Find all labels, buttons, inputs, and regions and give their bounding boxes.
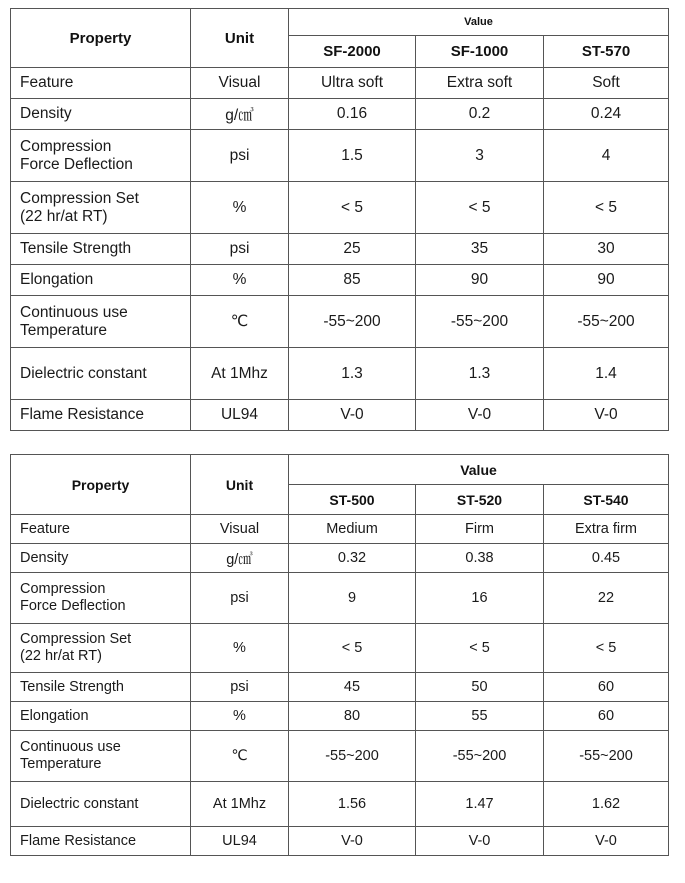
- table-row: [11, 573, 669, 624]
- value-cell: 25: [289, 234, 416, 265]
- property-name: Dielectric constant: [11, 348, 191, 400]
- unit-cell: psi: [191, 573, 289, 624]
- property-name: Dielectric constant: [11, 782, 191, 827]
- value-cell: 30: [544, 234, 669, 265]
- value-cell: 85: [289, 265, 416, 296]
- table-row: [11, 673, 669, 702]
- table-row: [11, 515, 669, 544]
- value-cell: 1.47: [416, 782, 544, 827]
- unit-cell: At 1Mhz: [191, 782, 289, 827]
- value-cell: -55~200: [544, 731, 669, 782]
- value-cell: 0.32: [289, 544, 416, 573]
- value-cell: -55~200: [289, 731, 416, 782]
- property-name: Feature: [11, 515, 191, 544]
- property-header: Property: [11, 455, 191, 515]
- value-cell: 0.45: [544, 544, 669, 573]
- value-cell: 35: [416, 234, 544, 265]
- property-name: Density: [11, 99, 191, 130]
- value-cell: 1.5: [289, 130, 416, 182]
- value-cell: 0.38: [416, 544, 544, 573]
- value-cell: 1.62: [544, 782, 669, 827]
- unit-cell: psi: [191, 673, 289, 702]
- unit-cell: ℃: [191, 731, 289, 782]
- table-row: [11, 234, 669, 265]
- property-name: Tensile Strength: [11, 673, 191, 702]
- value-cell: 1.3: [289, 348, 416, 400]
- value-cell: 50: [416, 673, 544, 702]
- unit-cell: At 1Mhz: [191, 348, 289, 400]
- table-row: [11, 296, 669, 348]
- table-row: [11, 702, 669, 731]
- property-name: Continuous use Temperature: [11, 296, 191, 348]
- value-cell: V-0: [416, 400, 544, 431]
- table-row: [11, 99, 669, 130]
- value-cell: < 5: [289, 624, 416, 673]
- unit-cell: g/㎤: [191, 99, 289, 130]
- model-header: ST-520: [416, 485, 544, 515]
- value-cell: < 5: [416, 182, 544, 234]
- table-row: [11, 130, 669, 182]
- table-row: [11, 544, 669, 573]
- value-cell: -55~200: [544, 296, 669, 348]
- unit-cell: Visual: [191, 515, 289, 544]
- property-name: Density: [11, 544, 191, 573]
- table-row: [11, 731, 669, 782]
- value-cell: < 5: [416, 624, 544, 673]
- value-cell: V-0: [289, 827, 416, 856]
- value-cell: 4: [544, 130, 669, 182]
- value-cell: Soft: [544, 68, 669, 99]
- table-row: [11, 782, 669, 827]
- table-row: [11, 182, 669, 234]
- property-name: Elongation: [11, 265, 191, 296]
- value-cell: 22: [544, 573, 669, 624]
- value-cell: 1.4: [544, 348, 669, 400]
- property-name: Flame Resistance: [11, 400, 191, 431]
- property-name: Flame Resistance: [11, 827, 191, 856]
- property-name: Compression Force Deflection: [11, 130, 191, 182]
- value-cell: V-0: [544, 827, 669, 856]
- property-header: Property: [11, 9, 191, 68]
- table-row: [11, 348, 669, 400]
- property-name: Compression Set (22 hr/at RT): [11, 624, 191, 673]
- unit-cell: Visual: [191, 68, 289, 99]
- property-name: Compression Force Deflection: [11, 573, 191, 624]
- value-cell: V-0: [289, 400, 416, 431]
- value-cell: 60: [544, 702, 669, 731]
- value-cell: V-0: [544, 400, 669, 431]
- value-cell: 3: [416, 130, 544, 182]
- value-cell: Extra soft: [416, 68, 544, 99]
- value-cell: 16: [416, 573, 544, 624]
- value-cell: 0.24: [544, 99, 669, 130]
- property-name: Elongation: [11, 702, 191, 731]
- unit-cell: %: [191, 702, 289, 731]
- value-cell: -55~200: [416, 731, 544, 782]
- value-cell: 80: [289, 702, 416, 731]
- value-cell: Firm: [416, 515, 544, 544]
- property-name: Continuous use Temperature: [11, 731, 191, 782]
- value-cell: 45: [289, 673, 416, 702]
- model-header: ST-540: [544, 485, 669, 515]
- value-cell: < 5: [544, 624, 669, 673]
- value-cell: 90: [544, 265, 669, 296]
- model-header: ST-500: [289, 485, 416, 515]
- value-cell: < 5: [544, 182, 669, 234]
- value-cell: 1.3: [416, 348, 544, 400]
- table-row: [11, 400, 669, 431]
- value-cell: 0.2: [416, 99, 544, 130]
- model-header: SF-2000: [289, 36, 416, 68]
- model-header: ST-570: [544, 36, 669, 68]
- unit-cell: %: [191, 182, 289, 234]
- unit-cell: %: [191, 624, 289, 673]
- unit-cell: UL94: [191, 827, 289, 856]
- header-row: [11, 9, 669, 36]
- properties-table-1: [10, 8, 669, 431]
- value-cell: Ultra soft: [289, 68, 416, 99]
- value-cell: Extra firm: [544, 515, 669, 544]
- model-header: SF-1000: [416, 36, 544, 68]
- property-name: Feature: [11, 68, 191, 99]
- unit-header: Unit: [191, 455, 289, 515]
- value-cell: -55~200: [289, 296, 416, 348]
- value-header: Value: [289, 9, 669, 36]
- value-cell: 90: [416, 265, 544, 296]
- property-name: Tensile Strength: [11, 234, 191, 265]
- table-row: [11, 827, 669, 856]
- unit-cell: psi: [191, 234, 289, 265]
- unit-cell: ℃: [191, 296, 289, 348]
- table-row: [11, 265, 669, 296]
- value-cell: < 5: [289, 182, 416, 234]
- property-name: Compression Set (22 hr/at RT): [11, 182, 191, 234]
- header-row: [11, 455, 669, 485]
- unit-cell: UL94: [191, 400, 289, 431]
- value-cell: 0.16: [289, 99, 416, 130]
- unit-cell: g/㎤: [191, 544, 289, 573]
- value-cell: 1.56: [289, 782, 416, 827]
- value-cell: 55: [416, 702, 544, 731]
- value-cell: Medium: [289, 515, 416, 544]
- value-cell: 9: [289, 573, 416, 624]
- table-row: [11, 624, 669, 673]
- table-row: [11, 68, 669, 99]
- unit-cell: psi: [191, 130, 289, 182]
- properties-table-2: [10, 454, 669, 856]
- unit-header: Unit: [191, 9, 289, 68]
- value-cell: -55~200: [416, 296, 544, 348]
- value-cell: V-0: [416, 827, 544, 856]
- unit-cell: %: [191, 265, 289, 296]
- value-header: Value: [289, 455, 669, 485]
- value-cell: 60: [544, 673, 669, 702]
